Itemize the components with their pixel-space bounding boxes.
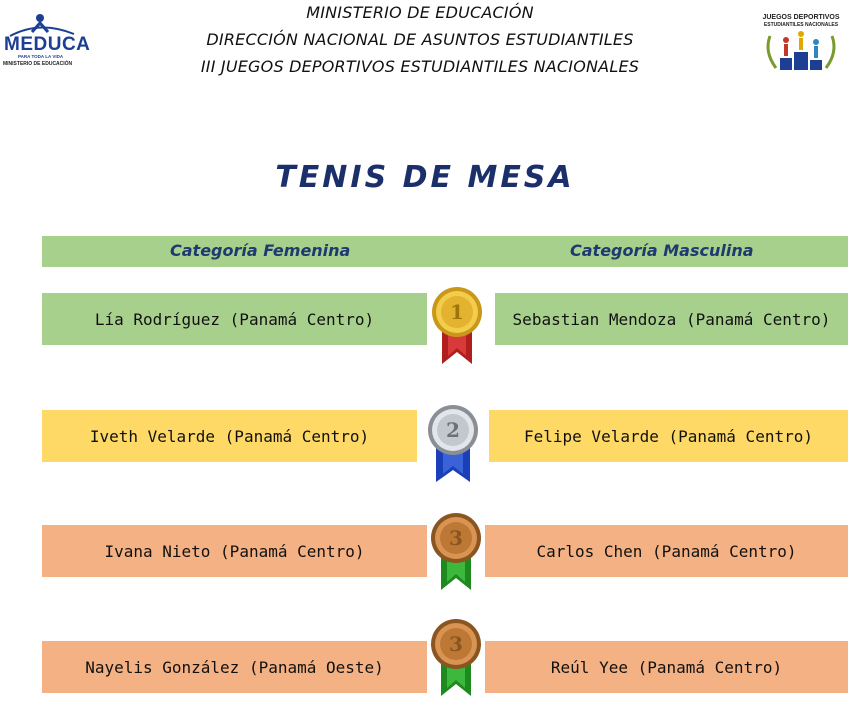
male-result-1: Sebastian Mendoza (Panamá Centro) xyxy=(495,293,848,345)
podium-laurel-icon xyxy=(758,8,844,74)
medal-number: 1 xyxy=(450,300,464,324)
bronze-medal-icon xyxy=(425,510,487,598)
female-result-1: Lía Rodríguez (Panamá Centro) xyxy=(42,293,427,345)
bronze-medal-icon xyxy=(425,616,487,702)
meduca-logo xyxy=(2,10,91,67)
header-line-1: MINISTERIO DE EDUCACIÓN xyxy=(306,3,534,22)
meduca-wordmark: MEDUCA xyxy=(4,34,91,55)
male-result-4: Reúl Yee (Panamá Centro) xyxy=(485,641,848,693)
juegos-deportivos-logo xyxy=(758,8,844,74)
female-result-3: Ivana Nieto (Panamá Centro) xyxy=(42,525,427,577)
header-line-2: DIRECCIÓN NACIONAL DE ASUNTOS ESTUDIANTILES xyxy=(206,30,634,49)
medal-number: 2 xyxy=(446,418,460,442)
juegos-logo-line-1: JUEGOS DEPORTIVOS xyxy=(762,14,840,21)
juegos-logo-line-2: ESTUDIANTILES NACIONALES xyxy=(763,22,839,28)
meduca-tagline: PARA TODA LA VIDA xyxy=(18,54,64,59)
header-line-3: III JUEGOS DEPORTIVOS ESTUDIANTILES NACIONALES xyxy=(200,57,640,76)
male-result-3: Carlos Chen (Panamá Centro) xyxy=(485,525,848,577)
category-header-bar xyxy=(42,236,848,267)
meduca-ministry: MINISTERIO DE EDUCACIÓN xyxy=(3,61,73,67)
category-female: Categoría Femenina xyxy=(170,241,351,260)
silver-medal-icon xyxy=(422,402,484,490)
medal-number: 3 xyxy=(449,526,463,550)
gold-medal-icon xyxy=(426,284,488,372)
page-title: TENIS DE MESA xyxy=(275,160,575,195)
category-male: Categoría Masculina xyxy=(570,241,754,260)
female-result-2: Iveth Velarde (Panamá Centro) xyxy=(42,410,417,462)
male-result-2: Felipe Velarde (Panamá Centro) xyxy=(489,410,848,462)
medal-number: 3 xyxy=(449,632,463,656)
female-result-4: Nayelis González (Panamá Oeste) xyxy=(42,641,427,693)
